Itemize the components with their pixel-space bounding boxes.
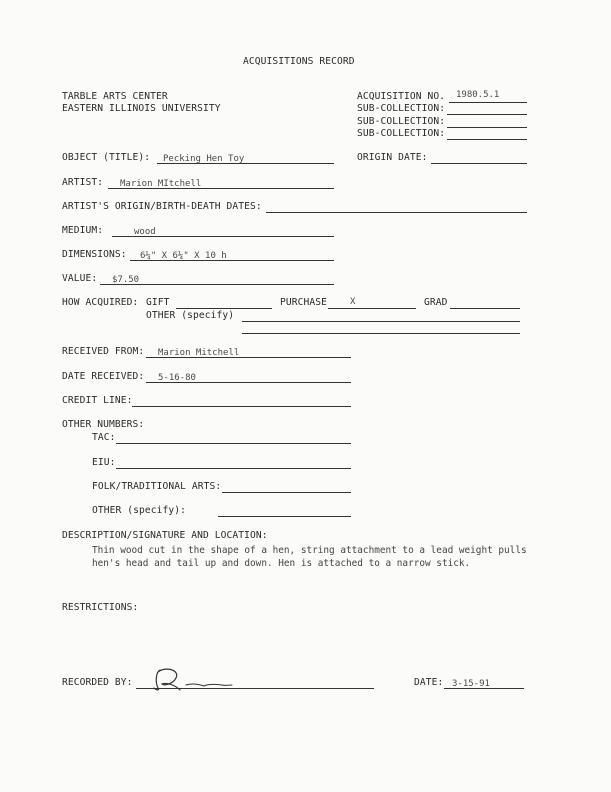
other-numbers-specify-label: OTHER (specify): [92, 505, 187, 516]
other-numbers-specify-line [218, 516, 351, 517]
date-received-label: DATE RECEIVED: [62, 371, 145, 382]
date-received-line [146, 382, 351, 383]
recorded-by-label: RECORDED BY: [62, 677, 133, 688]
acquisition-no-line [449, 102, 527, 103]
folk-traditional-label: FOLK/TRADITIONAL ARTS: [92, 481, 222, 492]
object-title-label: OBJECT (TITLE): [62, 152, 151, 163]
institution-university: EASTERN ILLINOIS UNIVERSITY [62, 103, 221, 114]
gift-line [176, 308, 272, 309]
tac-label: TAC: [92, 432, 116, 443]
value-label: VALUE: [62, 273, 98, 284]
other-numbers-label: OTHER NUMBERS: [62, 419, 145, 430]
medium-value: wood [134, 227, 156, 237]
date-label: DATE: [414, 677, 444, 688]
purchase-line [328, 308, 416, 309]
description-line-2: hen's head and tail up and down. Hen is attached to a narrow stick. [92, 558, 471, 569]
origin-date-label: ORIGIN DATE: [357, 152, 428, 163]
description-label: DESCRIPTION/SIGNATURE AND LOCATION: [62, 530, 268, 541]
gift-label: GIFT [146, 297, 170, 308]
eiu-line [116, 468, 351, 469]
date-line [444, 688, 524, 689]
how-acquired-label: HOW ACQUIRED: [62, 297, 139, 308]
artist-line [108, 188, 334, 189]
restrictions-label: RESTRICTIONS: [62, 602, 139, 613]
artist-origin-line [266, 212, 527, 213]
purchase-label: PURCHASE [280, 297, 328, 308]
sub-collection-line-2 [447, 127, 527, 128]
sub-collection-label-1: SUB-COLLECTION: [357, 103, 446, 114]
received-from-value: Marion Mitchell [158, 348, 240, 358]
artist-label: ARTIST: [62, 177, 104, 188]
folk-traditional-line [222, 492, 351, 493]
sub-collection-label-2: SUB-COLLECTION: [357, 116, 446, 127]
object-title-value: Pecking Hen Toy [163, 154, 245, 164]
value-value: $7.50 [112, 275, 140, 285]
tac-line [116, 443, 351, 444]
purchase-mark: X [350, 297, 356, 307]
grad-line [450, 308, 520, 309]
other-specify-line-1 [242, 321, 520, 322]
date-value: 3-15-91 [452, 679, 490, 689]
credit-line-label: CREDIT LINE: [62, 395, 133, 406]
signature-image [146, 664, 236, 694]
received-from-label: RECEIVED FROM: [62, 346, 145, 357]
origin-date-line [431, 163, 527, 164]
date-received-value: 5-16-80 [158, 373, 196, 383]
medium-label: MEDIUM: [62, 225, 104, 236]
other-specify-label: OTHER (specify) [146, 310, 235, 321]
dimensions-label: DIMENSIONS: [62, 249, 127, 260]
object-title-line [157, 163, 334, 164]
value-line [100, 284, 334, 285]
artist-value: Marion MItchell [120, 179, 202, 189]
medium-line [112, 236, 334, 237]
dimensions-value: 6¼" X 6¼" X 10 h [140, 251, 227, 261]
sub-collection-label-3: SUB-COLLECTION: [357, 128, 446, 139]
grad-label: GRAD [424, 297, 448, 308]
acquisition-no-value: 1980.5.1 [456, 90, 500, 100]
sub-collection-line-3 [447, 139, 527, 140]
description-line-1: Thin wood cut in the shape of a hen, string attachment to a lead weight pulls [92, 545, 527, 556]
sub-collection-line-1 [447, 114, 527, 115]
form-title: ACQUISITIONS RECORD [243, 56, 355, 67]
received-from-line [146, 357, 351, 358]
artist-origin-label: ARTIST'S ORIGIN/BIRTH-DEATH DATES: [62, 201, 262, 212]
eiu-label: EIU: [92, 457, 116, 468]
acquisition-no-label: ACQUISITION NO. [357, 91, 446, 102]
credit-line-line [132, 406, 351, 407]
institution-name: TARBLE ARTS CENTER [62, 91, 168, 102]
other-specify-line-2 [242, 333, 520, 334]
dimensions-line [130, 260, 334, 261]
